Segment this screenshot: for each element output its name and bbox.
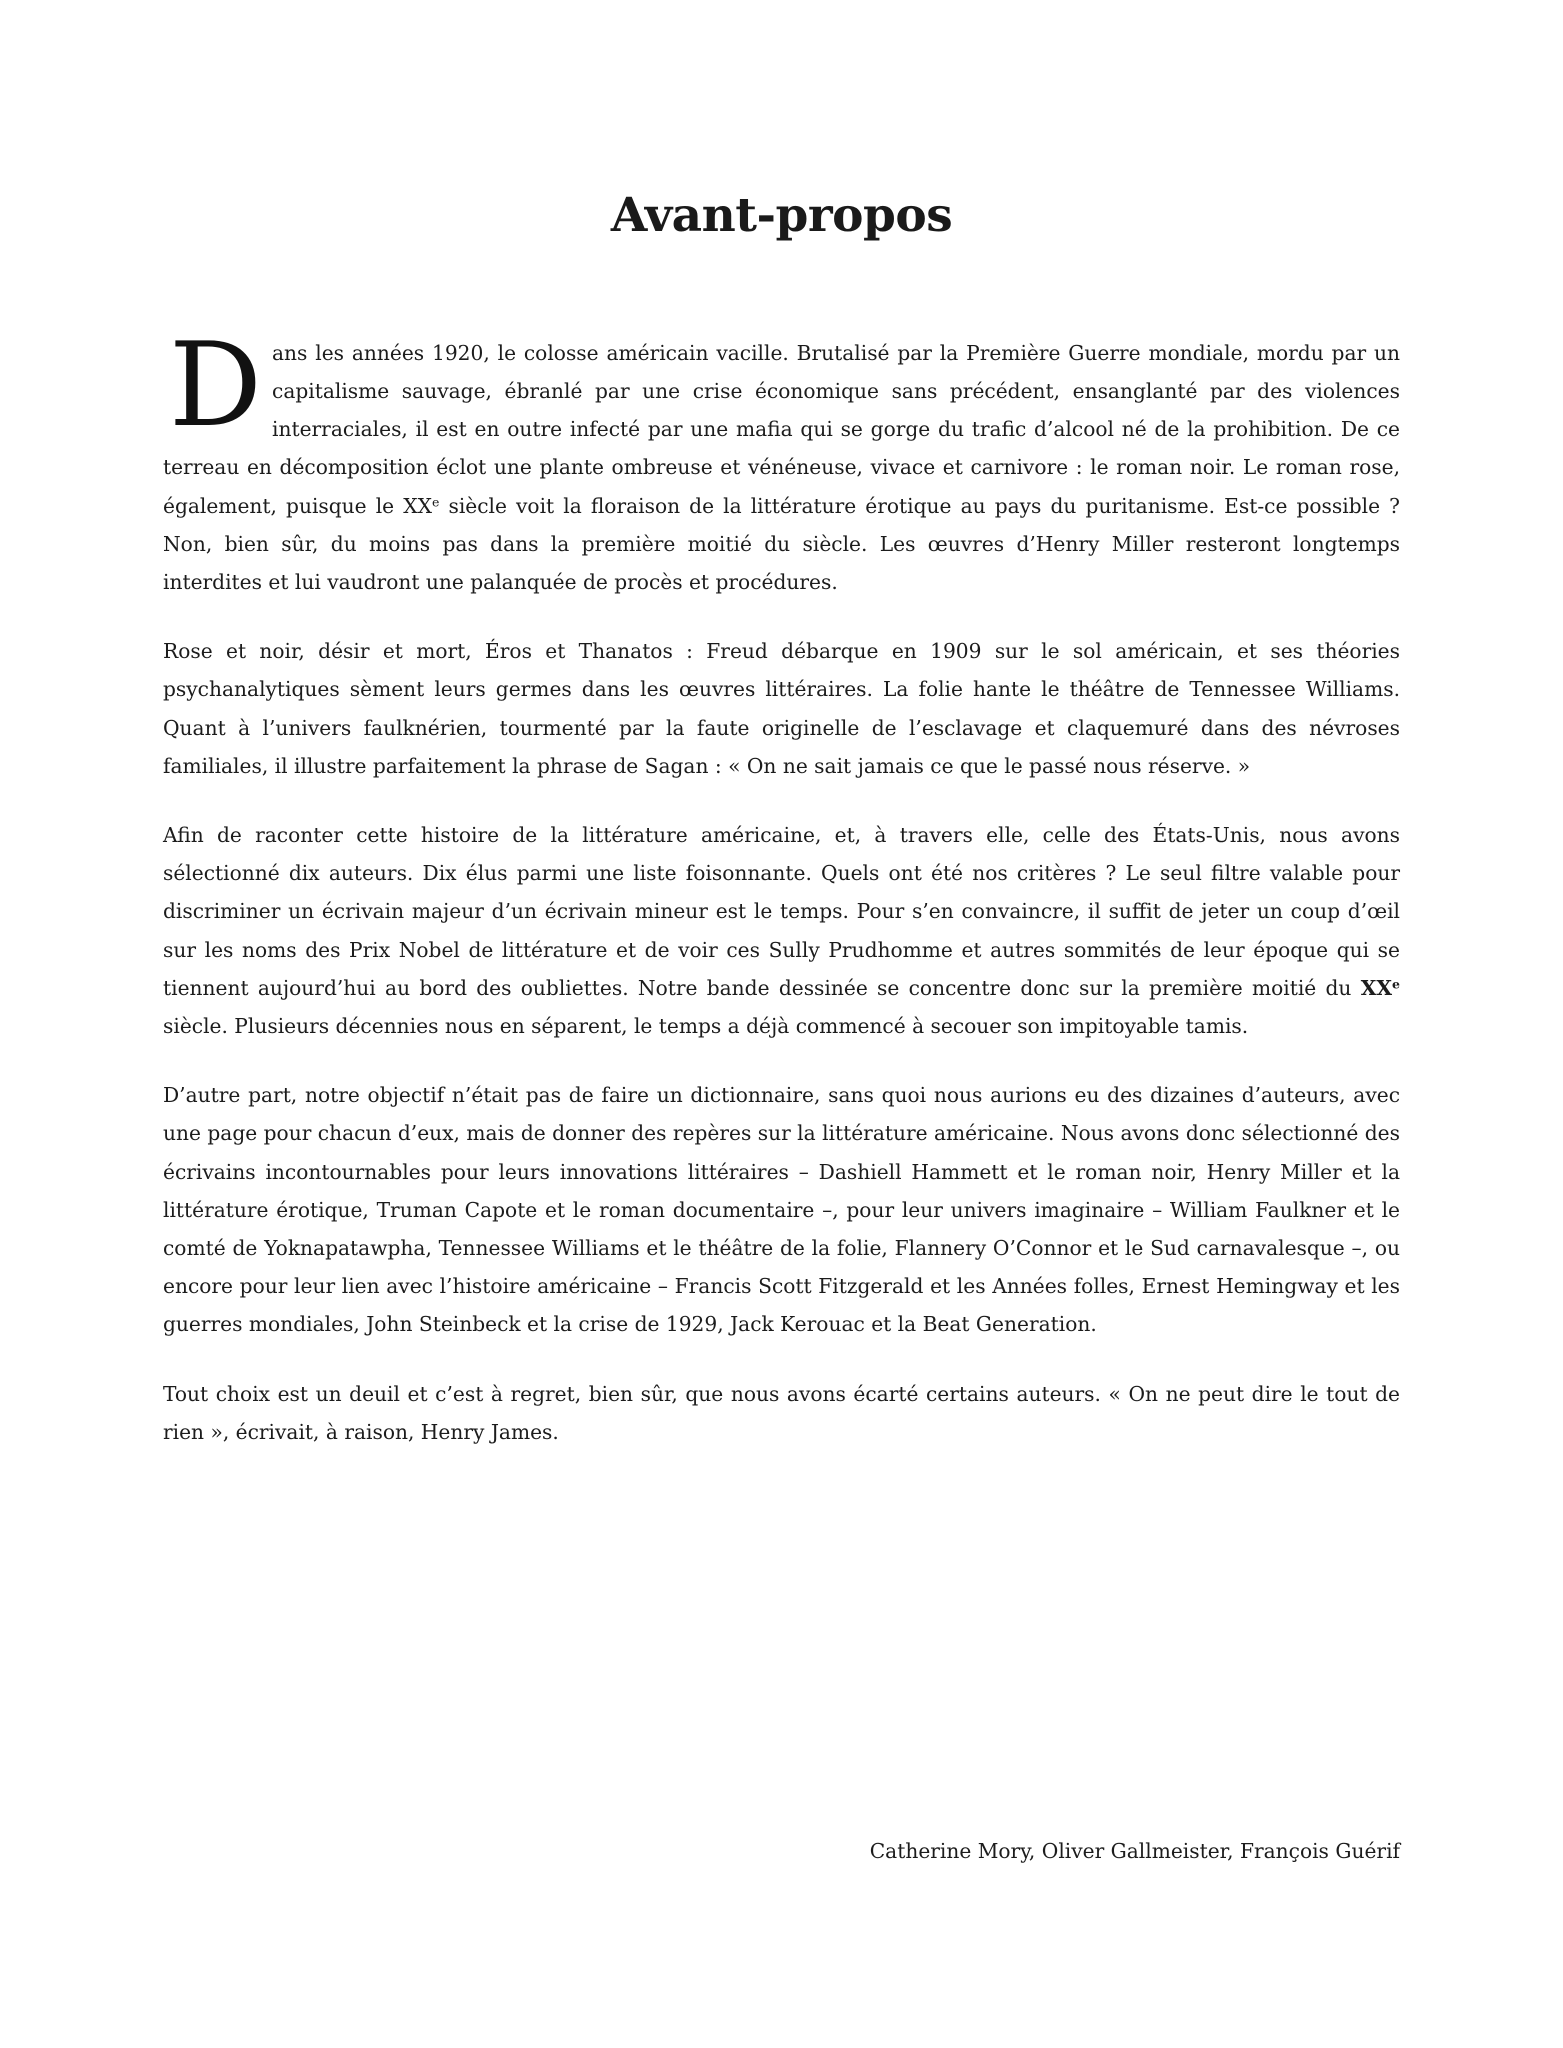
drop-cap-letter: D [169, 317, 263, 453]
paragraph-3-text-after-ordinal: siècle. Plusieurs décennies nous en séparent, le temps a déjà commencé à secouer son impitoyable tamis. [163, 1013, 1249, 1038]
paragraph-5-text: Tout choix est un deuil et c’est à regret, bien sûr, que nous avons écarté certains auteurs. « On ne peut dire le tout de rien », écrivait, à raison, Henry James. [163, 1381, 1400, 1444]
paragraph-1 [163, 317, 1400, 601]
paragraph-3-text-before-ordinal: Afin de raconter cette histoire de la littérature américaine, et, à travers elle, celle des États-Unis, nous avons sélectionné dix auteurs. Dix élus parmi une liste foisonnante. Quels ont été nos critères ? Le seul filtre valable pour discriminer un écrivain majeur d’un écrivain mineur est le temps. Pour s’en convaincre, il suffit de jeter un coup d’œil sur les noms des Prix Nobel de littérature et de voir ces Sully Prudhomme et autres sommités de leur époque qui se tiennent aujourd’hui au bord des oubliettes. Notre bande dessinée se concentre donc sur la première moitié du [163, 822, 1400, 1000]
paragraph-3 [163, 816, 1400, 1045]
authors-signature: Catherine Mory, Oliver Gallmeister, François Guérif [869, 1839, 1400, 1863]
paragraph-5 [163, 1375, 1400, 1451]
paragraph-1-text-before-ordinal: ans les années 1920, le colosse américain vacille. Brutalisé par la Première Guerre mondiale, mordu par un capitalisme sauvage, ébranlé par une crise économique sans précédent, ensanglanté par des violences interraciales, il est en outre infecté par une mafia qui se gorge du trafic d’alcool né de la prohibition. De ce terreau en décomposition éclot une plante ombreuse et vénéneuse, vivace et carnivore : le roman noir. Le roman rose, également, puisque le XX [163, 340, 1400, 518]
paragraph-4-text: D’autre part, notre objectif n’était pas de faire un dictionnaire, sans quoi nous aurions eu des dizaines d’auteurs, avec une page pour chacun d’eux, mais de donner des repères sur la littérature américaine. Nous avons donc sélectionné des écrivains incontournables pour leurs innovations littéraires – Dashiell Hammett et le roman noir, Henry Miller et la littérature érotique, Truman Capote et le roman documentaire –, pour leur univers imaginaire – William Faulkner et le comté de Yoknapatawpha, Tennessee Williams et le théâtre de la folie, Flannery O’Connor et le Sud carnavalesque –, ou encore pour leur lien avec l’histoire américaine – Francis Scott Fitzgerald et les Années folles, Ernest Hemingway et les guerres mondiales, John Steinbeck et la crise de 1929, Jack Kerouac et la Beat Generation. [163, 1083, 1400, 1337]
paragraph-2-text: Rose et noir, désir et mort, Éros et Thanatos : Freud débarque en 1909 sur le sol américain, et ses théories psychanalytiques sèment leurs germes dans les œuvres littéraires. La folie hante le théâtre de Tennessee Williams. Quant à l’univers faulknérien, tourmenté par la faute originelle de l’esclavage et claquemuré dans des névroses familiales, il illustre parfaitement la phrase de Sagan : « On ne sait jamais ce que le passé nous réserve. » [163, 639, 1400, 778]
paragraph-3-century-numeral: XX [1360, 975, 1393, 1000]
paragraph-2 [163, 632, 1400, 785]
page-content-column [163, 0, 1400, 2048]
paragraph-4 [163, 1076, 1400, 1343]
body-text-block [163, 317, 1400, 1451]
paragraph-3-ordinal-suffix: e [1392, 976, 1400, 992]
paragraph-1-text-after-ordinal: siècle voit la floraison de la littérature érotique au pays du puritanisme. Est-ce possible ? Non, bien sûr, du moins pas dans la première moitié du siècle. Les œuvres d’Henry Miller resteront longtemps interdites et lui vaudront une palanquée de procès et procédures. [163, 493, 1400, 594]
page-title: Avant-propos [610, 188, 953, 243]
paragraph-1-ordinal-suffix: e [431, 494, 440, 509]
